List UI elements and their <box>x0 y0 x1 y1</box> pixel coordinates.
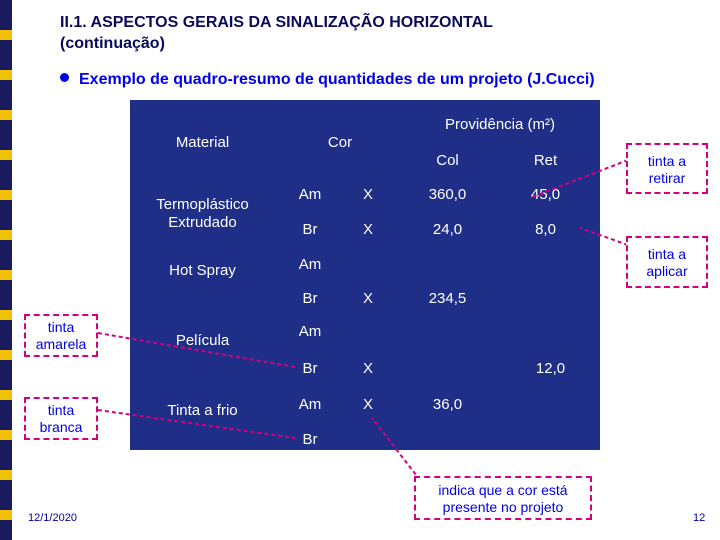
row-5-cor: Br <box>302 360 318 377</box>
header-ret: Ret <box>533 152 558 169</box>
row-1-ret: 8,0 <box>535 221 556 238</box>
slide-date: 12/1/2020 <box>28 512 77 524</box>
note-indica: indica que a cor está presente no projeto <box>414 476 592 520</box>
note-tinta-aplicar: tinta a aplicar <box>626 236 708 288</box>
summary-table <box>130 100 600 450</box>
row-0-ret: 45,0 <box>530 186 561 203</box>
row-0-col: 360,0 <box>428 186 467 203</box>
material-hot-spray: Hot Spray <box>169 262 236 279</box>
header-cor: Cor <box>327 134 353 151</box>
row-6-col: 36,0 <box>432 396 463 413</box>
row-4-cor: Am <box>298 323 322 340</box>
title-line-2: (continuação) <box>60 35 165 52</box>
bullet-text: Exemplo de quadro-resumo de quantidades de um projeto (J.Cucci) <box>79 71 595 88</box>
material-pelicula: Película <box>175 332 230 349</box>
bullet-dot-icon <box>60 73 69 82</box>
header-col: Col <box>436 152 459 169</box>
row-3-x: X <box>362 290 373 307</box>
row-0-x: X <box>362 186 373 203</box>
material-tinta-frio: Tinta a frio <box>167 402 238 419</box>
row-1-col: 24,0 <box>432 221 463 238</box>
row-0-cor: Am <box>298 186 322 203</box>
header-providencia: Providência (m²) <box>444 116 556 133</box>
slide-number: 12 <box>693 512 706 524</box>
bullet-item <box>60 71 595 89</box>
row-7-cor: Br <box>302 431 318 448</box>
note-tinta-retirar: tinta a retirar <box>626 143 708 194</box>
note-tinta-branca: tinta branca <box>24 397 98 440</box>
slide-title <box>60 12 493 54</box>
note-tinta-amarela: tinta amarela <box>24 314 98 357</box>
material-termoplastico: Termoplástico Extrudado <box>156 196 249 231</box>
row-3-col: 234,5 <box>428 290 467 307</box>
row-1-cor: Br <box>302 221 318 238</box>
row-6-x: X <box>362 396 373 413</box>
row-6-cor: Am <box>298 396 322 413</box>
decorative-stripe <box>0 0 12 540</box>
row-3-cor: Br <box>302 290 318 307</box>
row-2-cor: Am <box>298 256 322 273</box>
row-5-ret: 12,0 <box>535 360 566 377</box>
title-line-1: II.1. ASPECTOS GERAIS DA SINALIZAÇÃO HORIZONTAL <box>60 14 493 31</box>
row-5-x: X <box>362 360 373 377</box>
header-material: Material <box>175 134 230 151</box>
row-1-x: X <box>362 221 373 238</box>
